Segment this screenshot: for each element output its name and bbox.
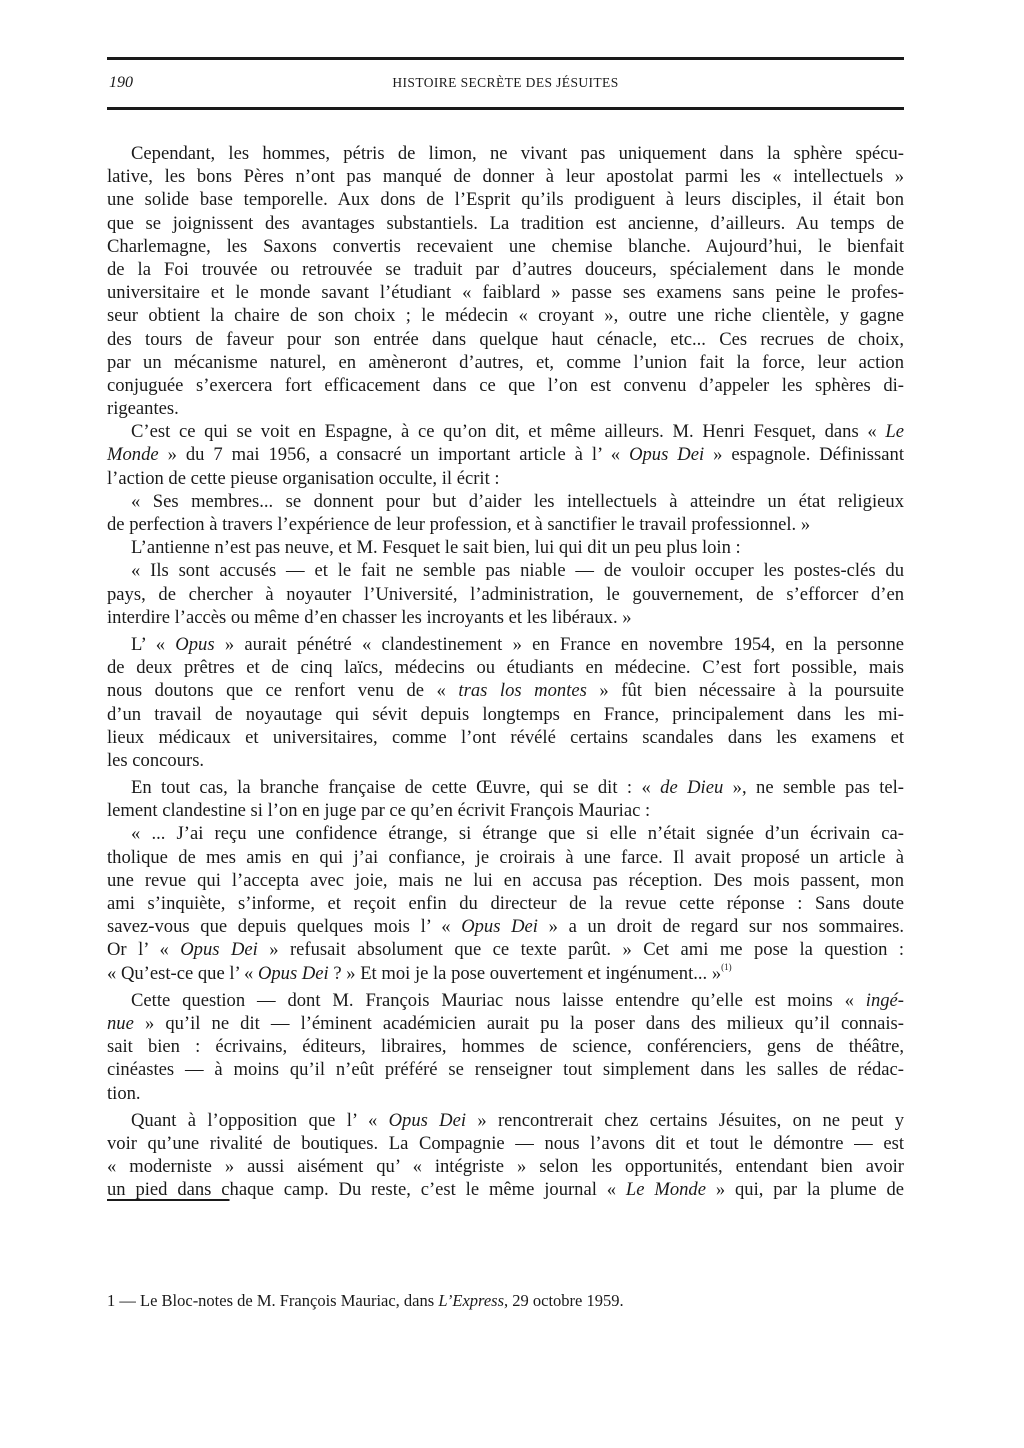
text-line: des tours de faveur pour son entrée dans quelque haut cénacle, etc... Ces recrues de choix,	[107, 328, 904, 350]
footnote-text: Le Bloc-notes de M. François Mauriac, dans	[140, 1291, 439, 1310]
text-line: lement clandestine si l’on en juge par ce qu’en écrivit François Mauriac :	[107, 800, 651, 822]
text-line: cinéastes — à moins qu’il n’eût préféré se renseigner tout simplement dans les salles de rédac-	[107, 1059, 904, 1081]
text-line: les concours.	[107, 749, 205, 771]
text-line: l’action de cette pieuse organisation occulte, il écrit :	[107, 467, 500, 489]
quote-paragraph	[107, 559, 904, 629]
text-line: seur obtient la chaire de son choix ; le médecin « croyant », outre une riche clientèle, y gagne	[107, 305, 904, 327]
text-line: une revue qui l’accepta avec joie, mais ne lui en accusa pas réception. Des mois passent, mon	[107, 869, 904, 891]
footnote-number: 1	[107, 1291, 116, 1310]
text-line: universitaire et le monde savant l’étudiant « faiblard » passe ses examens sans peine le profes-	[107, 282, 904, 304]
text-line: tion.	[107, 1082, 141, 1104]
quote-paragraph	[107, 490, 904, 536]
text-line: d’un travail de noyautage qui sévit depuis longtemps en France, principalement dans les mi-	[107, 703, 904, 725]
header-bottom-rule	[107, 107, 904, 110]
paragraph	[107, 536, 904, 559]
text-line: un pied dans chaque camp. Du reste, c’est le même journal « Le Monde » qui, par la plume de	[107, 1179, 905, 1201]
paragraph	[107, 420, 904, 490]
quote-paragraph	[107, 822, 904, 984]
text-line: que se joignissent des avantages substantiels. La tradition est ancienne, d’ailleurs. Au temps de	[107, 212, 904, 234]
footnote-source: L’Express	[438, 1291, 504, 1310]
body-text	[107, 142, 904, 1201]
text-line: pays, de chercher à noyauter l’Université, l’administration, le gouvernement, de s’efforcer d’en	[107, 583, 904, 605]
text-line: Monde » du 7 mai 1956, a consacré un important article à l’ « Opus Dei » espagnole. Définissant	[107, 444, 904, 466]
header-top-rule	[107, 57, 904, 60]
text-line: « Ils sont accusés — et le fait ne semble pas niable — de vouloir occuper les postes-clés du	[131, 560, 904, 582]
text-line: lative, les bons Pères n’ont pas manqué de donner à leur apostolat parmi les « intellectuels »	[107, 166, 904, 188]
text-line: En tout cas, la branche française de cette Œuvre, qui se dit : « de Dieu », ne semble pas tel-	[131, 777, 905, 799]
text-line: de deux prêtres et de cinq laïcs, médecins ou étudiants en médecine. C’est fort possible, mais	[107, 657, 904, 679]
text-line: L’ « Opus » aurait pénétré « clandestinement » en France en novembre 1954, en la personne	[131, 633, 904, 655]
page-number: 190	[109, 74, 133, 91]
text-line: conjuguée s’exercera fort efficacement dans ce que l’on est convenu d’appeler les sphères di-	[107, 374, 904, 396]
text-line: Quant à l’opposition que l’ « Opus Dei » rencontrerait chez certains Jésuites, on ne peut y	[131, 1109, 905, 1131]
text-line: « moderniste » aussi aisément qu’ « intégriste » selon les opportunités, entendant bien avoir	[107, 1156, 904, 1178]
text-line: nue » qu’il ne dit — l’éminent académicien aurait pu la poser dans des milieux qu’il connais-	[107, 1012, 904, 1034]
text-line: ami s’inquiète, s’informe, et reçoit enfin du directeur de la revue cette réponse : Sans doute	[107, 893, 904, 914]
text-line: de la Foi trouvée ou retrouvée se traduit par d’autres douceurs, spécialement dans le monde	[107, 258, 904, 280]
text-line: L’antienne n’est pas neuve, et M. Fesquet le sait bien, lui qui dit un peu plus loin :	[131, 537, 741, 559]
running-header	[107, 72, 904, 98]
text-line: une solide base temporelle. Aux dons de l’Esprit qu’ils prodiguent à leurs disciples, il était bon	[107, 189, 904, 211]
text-line: « Ses membres... se donnent pour but d’aider les intellectuels à atteindre un état religieux	[131, 490, 904, 512]
text-line: nous doutons que ce renfort venu de « tras los montes » fût bien nécessaire à la poursuite	[107, 680, 905, 702]
underlined-annotation: un pied dans c	[107, 1179, 230, 1201]
text-line: lieux médicaux et universitaires, comme l’ont révélé certains scandales dans les examens et	[107, 726, 904, 748]
footnote-reference[interactable]: (1)	[721, 961, 732, 972]
text-line: sait bien : écrivains, éditeurs, libraires, hommes de science, conférenciers, gens de théâtre,	[107, 1036, 904, 1058]
paragraph	[107, 989, 904, 1105]
text-line: savez-vous que depuis quelques mois l’ « Opus Dei » a un droit de regard sur nos sommaires.	[107, 916, 904, 938]
paragraph	[107, 633, 904, 772]
text-line: voir qu’une rivalité de boutiques. La Compagnie — nous l’avons dit et tout le démontre — est	[107, 1132, 904, 1154]
running-title: HISTOIRE SECRÈTE DES JÉSUITES	[392, 75, 619, 90]
footnote: 1 — Le Bloc-notes de M. François Mauriac, dans L’Express, 29 octobre 1959.	[107, 1291, 624, 1310]
text-line: par un mécanisme naturel, en amèneront d’autres, et, comme l’union fait la force, leur action	[107, 351, 904, 373]
paragraph	[107, 1109, 904, 1202]
footnote-dash: —	[119, 1291, 136, 1310]
text-line: « ... J’ai reçu une confidence étrange, si étrange que si elle n’était signée d’un écrivain ca-	[131, 823, 904, 845]
text-line: Or l’ « Opus Dei » refusait absolument que ce texte parût. » Cet ami me pose la question :	[107, 939, 904, 961]
paragraph	[107, 776, 904, 822]
text-line: C’est ce qui se voit en Espagne, à ce qu’on dit, et même ailleurs. M. Henri Fesquet, dans « Le	[131, 421, 904, 443]
text-line: interdire l’accès ou même d’en chasser les incroyants et les libéraux. »	[107, 606, 632, 628]
text-line: Charlemagne, les Saxons convertis recevaient une chemise blanche. Aujourd’hui, le bienfait	[107, 235, 904, 257]
text-line: Cette question — dont M. François Mauriac nous laisse entendre qu’elle est moins « ingé-	[131, 989, 904, 1011]
text-line: Cependant, les hommes, pétris de limon, ne vivant pas uniquement dans la sphère spécu-	[131, 143, 904, 164]
paragraph	[107, 142, 904, 420]
text-line: tholique de mes amis en qui j’ai confiance, je croirais à une farce. Il avait proposé un article à	[107, 846, 904, 868]
text-line: rigeantes.	[107, 398, 179, 420]
text-line: de perfection à travers l’expérience de leur profession, et à sanctifier le travail professionnel. »	[107, 514, 811, 535]
text-line: « Qu’est-ce que l’ « Opus Dei ? » Et moi je la pose ouvertement et ingénument... »$^{(1)}$	[107, 961, 732, 984]
